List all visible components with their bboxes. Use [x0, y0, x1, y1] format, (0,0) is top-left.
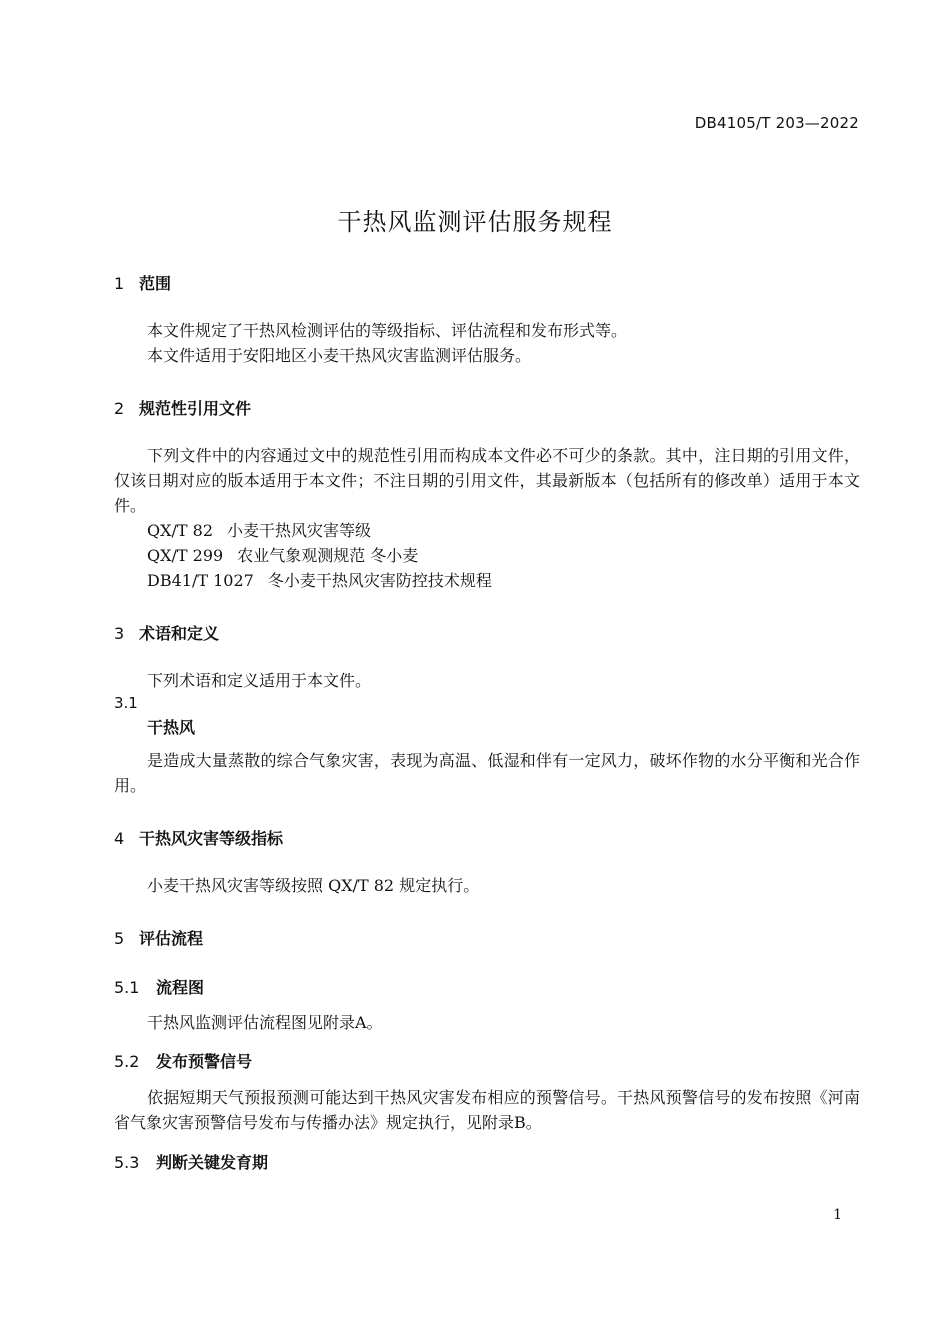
section-title: 规范性引用文件: [139, 399, 252, 418]
reference-name: 农业气象观测规范 冬小麦: [237, 546, 419, 565]
section-number: 5: [114, 929, 125, 948]
subsection-title: 流程图: [156, 978, 205, 997]
subsection-number: 5.2: [114, 1052, 140, 1071]
section-5-1-paragraph-1: 干热风监测评估流程图见附录A。: [147, 1013, 383, 1032]
subsection-number: 5.3: [114, 1153, 140, 1172]
section-title: 范围: [139, 274, 172, 293]
section-title: 术语和定义: [139, 624, 220, 643]
term-name: 干热风: [147, 718, 196, 737]
term-number: 3.1: [114, 694, 138, 712]
subsection-number: 5.1: [114, 978, 140, 997]
section-1-heading: [114, 271, 171, 294]
reference-name: 小麦干热风灾害等级: [227, 521, 372, 540]
document-code: DB4105/T 203—2022: [694, 114, 859, 132]
section-number: 4: [114, 829, 125, 848]
section-5-heading: [114, 926, 203, 949]
section-3-paragraph-1: 下列术语和定义适用于本文件。: [147, 671, 372, 690]
section-title: 干热风灾害等级指标: [139, 829, 284, 848]
section-3-heading: [114, 621, 219, 644]
subsection-title: 判断关键发育期: [156, 1153, 269, 1172]
section-number: 3: [114, 624, 125, 643]
section-4-heading: [114, 826, 283, 849]
reference-code: QX/T 82: [147, 521, 214, 540]
document-title: 干热风监测评估服务规程: [337, 208, 613, 236]
subsection-title: 发布预警信号: [156, 1052, 253, 1071]
section-title: 评估流程: [139, 929, 204, 948]
section-2-paragraph-1: 下列文件中的内容通过文中的规范性引用而构成本文件必不可少的条款。其中，注日期的引用文件，仅该日期对应的版本适用于本文件；不注日期的引用文件，其最新版本（包括所有的修改单）适用于本文件。: [114, 446, 860, 515]
section-5-1-heading: [114, 975, 204, 998]
section-5-2-heading: [114, 1049, 252, 1072]
reference-item: [147, 568, 492, 591]
section-1-paragraph-2: 本文件适用于安阳地区小麦干热风灾害监测评估服务。: [147, 346, 532, 365]
reference-code: DB41/T 1027: [147, 571, 254, 590]
section-number: 1: [114, 274, 125, 293]
section-2-heading: [114, 396, 251, 419]
section-5-2-paragraph-1: 依据短期天气预报预测可能达到干热风灾害发布相应的预警信号。干热风预警信号的发布按照《河南省气象灾害预警信号发布与传播办法》规定执行，见附录B。: [114, 1088, 860, 1132]
term-definition: 是造成大量蒸散的综合气象灾害，表现为高温、低湿和伴有一定风力，破坏作物的水分平衡和光合作用。: [114, 751, 860, 795]
section-5-3-heading: [114, 1150, 268, 1173]
section-1-paragraph-1: 本文件规定了干热风检测评估的等级指标、评估流程和发布形式等。: [147, 321, 628, 340]
section-number: 2: [114, 399, 125, 418]
section-4-paragraph-1: 小麦干热风灾害等级按照 QX/T 82 规定执行。: [147, 876, 480, 895]
page-number: 1: [833, 1207, 842, 1223]
reference-name: 冬小麦干热风灾害防控技术规程: [267, 571, 492, 590]
reference-item: [147, 543, 418, 566]
reference-item: [147, 518, 371, 541]
reference-code: QX/T 299: [147, 546, 224, 565]
